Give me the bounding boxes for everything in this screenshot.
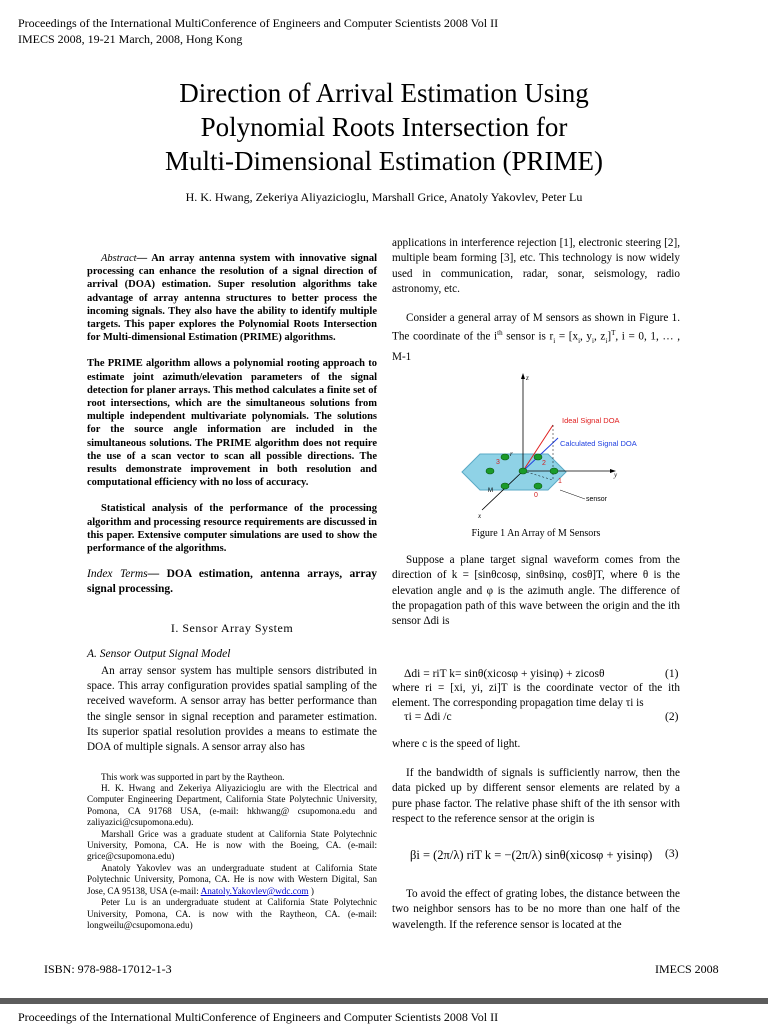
right-column-c [392, 737, 680, 752]
equation-3-number: (3) [665, 848, 679, 860]
z-arrow [521, 373, 525, 379]
svg-text:3: 3 [496, 459, 500, 466]
right-column-where [392, 666, 680, 681]
author-list: H. K. Hwang, Zekeriya Aliyazicioglu, Marshall Grice, Anatoly Yakovlev, Peter Lu [185, 190, 583, 204]
equation-1-number: (1) [665, 668, 679, 680]
abstract-label: Abstract [101, 253, 137, 264]
equation-2: τi = Δdi /c [404, 711, 452, 723]
right-column-bandwidth [392, 766, 680, 827]
right-column-grating [392, 887, 680, 933]
z-label: z [526, 374, 529, 382]
y-label: y [614, 471, 618, 479]
title-line3: Multi-Dimensional Estimation (PRIME) [165, 146, 603, 176]
x-label: x [478, 512, 482, 520]
footnote-1: This work was supported in part by the Raytheon. [101, 771, 285, 782]
section-heading: I. Sensor Array System [170, 621, 294, 636]
footer-isbn: ISBN: 978-988-17012-1-3 [44, 962, 172, 976]
section-paragraph: An array sensor system has multiple sensors distributed in space. This array configuration provides spatial sampling of the received waveform. A sensor array has better performance than the single sensor in signal reception and parameter estimation. Its superior spatial resolution provides a means to estimate the DOA of multiple signals. A sensor array also has [87, 664, 377, 754]
running-header-line2: IMECS 2008, 19-21 March, 2008, Hong Kong [18, 32, 243, 46]
title-line1: Direction of Arrival Estimation Using [179, 78, 589, 108]
where-paragraph: where ri = [xi, yi, zi]T is the coordinate vector of the ith element. The corresponding propagation time delay τi is [392, 682, 680, 710]
abstract-p2: The PRIME algorithm allows a polynomial rooting approach to estimate joint azimuth/elevation parameters of the signal detection for planer arrays. This method calculates a finite set of root intersections, which are the simultaneous solutions from multiple independent multivariate polynomials. The solutions for the source angle information are included in the simultaneous solutions. The PRIME algorithm does not require the use of a scan vector to scan all possible directions. The results demonstrate improvement in both resolution and computational efficiency with no loss of accuracy. [87, 358, 377, 489]
sensor-0 [519, 468, 527, 474]
footnote-3: Marshall Grice was a graduate student at California State Polytechnic University, Pomona, CA. He is now with the Boeing, CA. (e-mail: grice@csupomona.edu) [87, 828, 377, 862]
left-column [87, 252, 377, 931]
suppose-paragraph: Suppose a plane target signal waveform comes from the direction of k = [sinθcosφ, sinθsinφ, cosθ]T, where θ is the elevation angle and φ is the azimuth angle. The difference of the propagation path of this wave between the origin and the ith sensor Δdi is [392, 554, 680, 628]
consider-paragraph: Consider a general array of M sensors as shown in Figure 1. The coordinate of the $i^{th}$ sensor is $r_i = [x_i$, $y_i$, $z_i]^T$, i = 0, 1, … , M-1 [392, 312, 681, 363]
sensor-6 [534, 483, 542, 489]
speed-of-light-paragraph: where c is the speed of light. [392, 738, 521, 750]
svg-text:1: 1 [558, 478, 562, 485]
right-column-top [392, 236, 680, 365]
sensor-5 [501, 483, 509, 489]
equation-1: Δdi = riT k= sinθ(xicosφ + yisinφ) + zicosθ [404, 668, 605, 680]
equation-3: βi = (2π/λ) riT k = −(2π/λ) sinθ(xicosφ + yisinφ) [410, 848, 653, 862]
svg-text:2: 2 [542, 460, 546, 467]
next-page [0, 1004, 768, 1024]
paper-title [0, 76, 768, 178]
sensor-pointer [560, 490, 585, 499]
email-link[interactable]: Anatoly.Yakovlev@wdc.com [200, 885, 309, 896]
next-page-header: Proceedings of the International MultiConference of Engineers and Computer Scientists 2008 Vol II [18, 1010, 499, 1024]
index-terms: Index Terms— DOA estimation, antenna arrays, array signal processing. [87, 568, 377, 596]
svg-text:0: 0 [534, 492, 538, 499]
ideal-doa-label: Ideal Signal DOA [562, 416, 620, 425]
title-line2: Polynomial Roots Intersection for [200, 112, 568, 142]
right-column-suppose [392, 553, 680, 629]
sensor-4 [486, 468, 494, 474]
ri-label: r [510, 450, 513, 458]
sensor-array-figure [430, 370, 670, 520]
sensor-label: sensor [586, 496, 608, 503]
footnote-5: Peter Lu is an undergraduate student at California State Polytechnic University, Pomona, CA. is now with the Raytheon, CA. (e-mail: longweilu@csupomona.edu) [87, 897, 377, 930]
equation-2-number: (2) [665, 711, 679, 723]
footnote-2: H. K. Hwang and Zekeriya Aliyazicioglu are with the Electrical and Computer Engineering Department, California State Polytechnic University, Pomona, CA 91768 USA, (e-mail: hkhwang@ csupomona.edu and zaliyazici@csupomona.edu). [87, 783, 377, 828]
bandwidth-paragraph: If the bandwidth of signals is sufficiently narrow, then the data picked up by different sensor elements are related by a pure phase factor. The relative phase shift of the ith sensor with respect to the reference sensor at the origin is [392, 767, 680, 825]
subsection-heading: A. Sensor Output Signal Model [87, 647, 231, 660]
footnotes [87, 772, 377, 932]
right-column-where-text [392, 681, 680, 712]
abstract-p3: Statistical analysis of the performance of the processing algorithm and processing resource requirements are discussed in this paper. Extensive computer simulations are used to show the performance of the algorithms. [87, 503, 377, 555]
footer-conference: IMECS 2008 [655, 962, 719, 976]
figure-caption: Figure 1 An Array of M Sensors [471, 528, 601, 539]
grating-paragraph: To avoid the effect of grating lobes, the distance between the two neighbor sensors has to be no more than one half of the wavelength. If the reference sensor is located at the [392, 888, 680, 931]
abstract-p1: Abstract— An array antenna system with innovative signal processing can enhance the resolution of a signal direction of arrival (DOA) estimation. Super resolution algorithms take advantage of array antenna structures to better process the incoming signals. They also have the ability to identify multiple targets. This paper explores the Polynomial Roots Intersection for Multi-dimensional Estimation (PRIME) algorithms. [87, 253, 377, 344]
footnote-4: Anatoly Yakovlev was an undergraduate student at California State Polytechnic University, Pomona, CA. He is now with Western Digital, San Jose, CA 95138, USA (e-mail: Anatoly.Yakovlev@wdc.com ) [87, 862, 377, 896]
sensor-3 [501, 454, 509, 460]
sensor-2 [534, 454, 542, 460]
applications-paragraph: applications in interference rejection [1], electronic steering [2], multiple beam forming [3], etc. This technology is now widely used in communication, radar, sonar, seismology, radio astronomy, etc. [392, 237, 680, 295]
sensor-1 [550, 468, 558, 474]
calculated-doa-label: Calculated Signal DOA [560, 439, 637, 448]
running-header-line1: Proceedings of the International MultiConference of Engineers and Computer Scientists 2008 Vol II [18, 16, 499, 30]
svg-text:M: M [488, 488, 493, 494]
